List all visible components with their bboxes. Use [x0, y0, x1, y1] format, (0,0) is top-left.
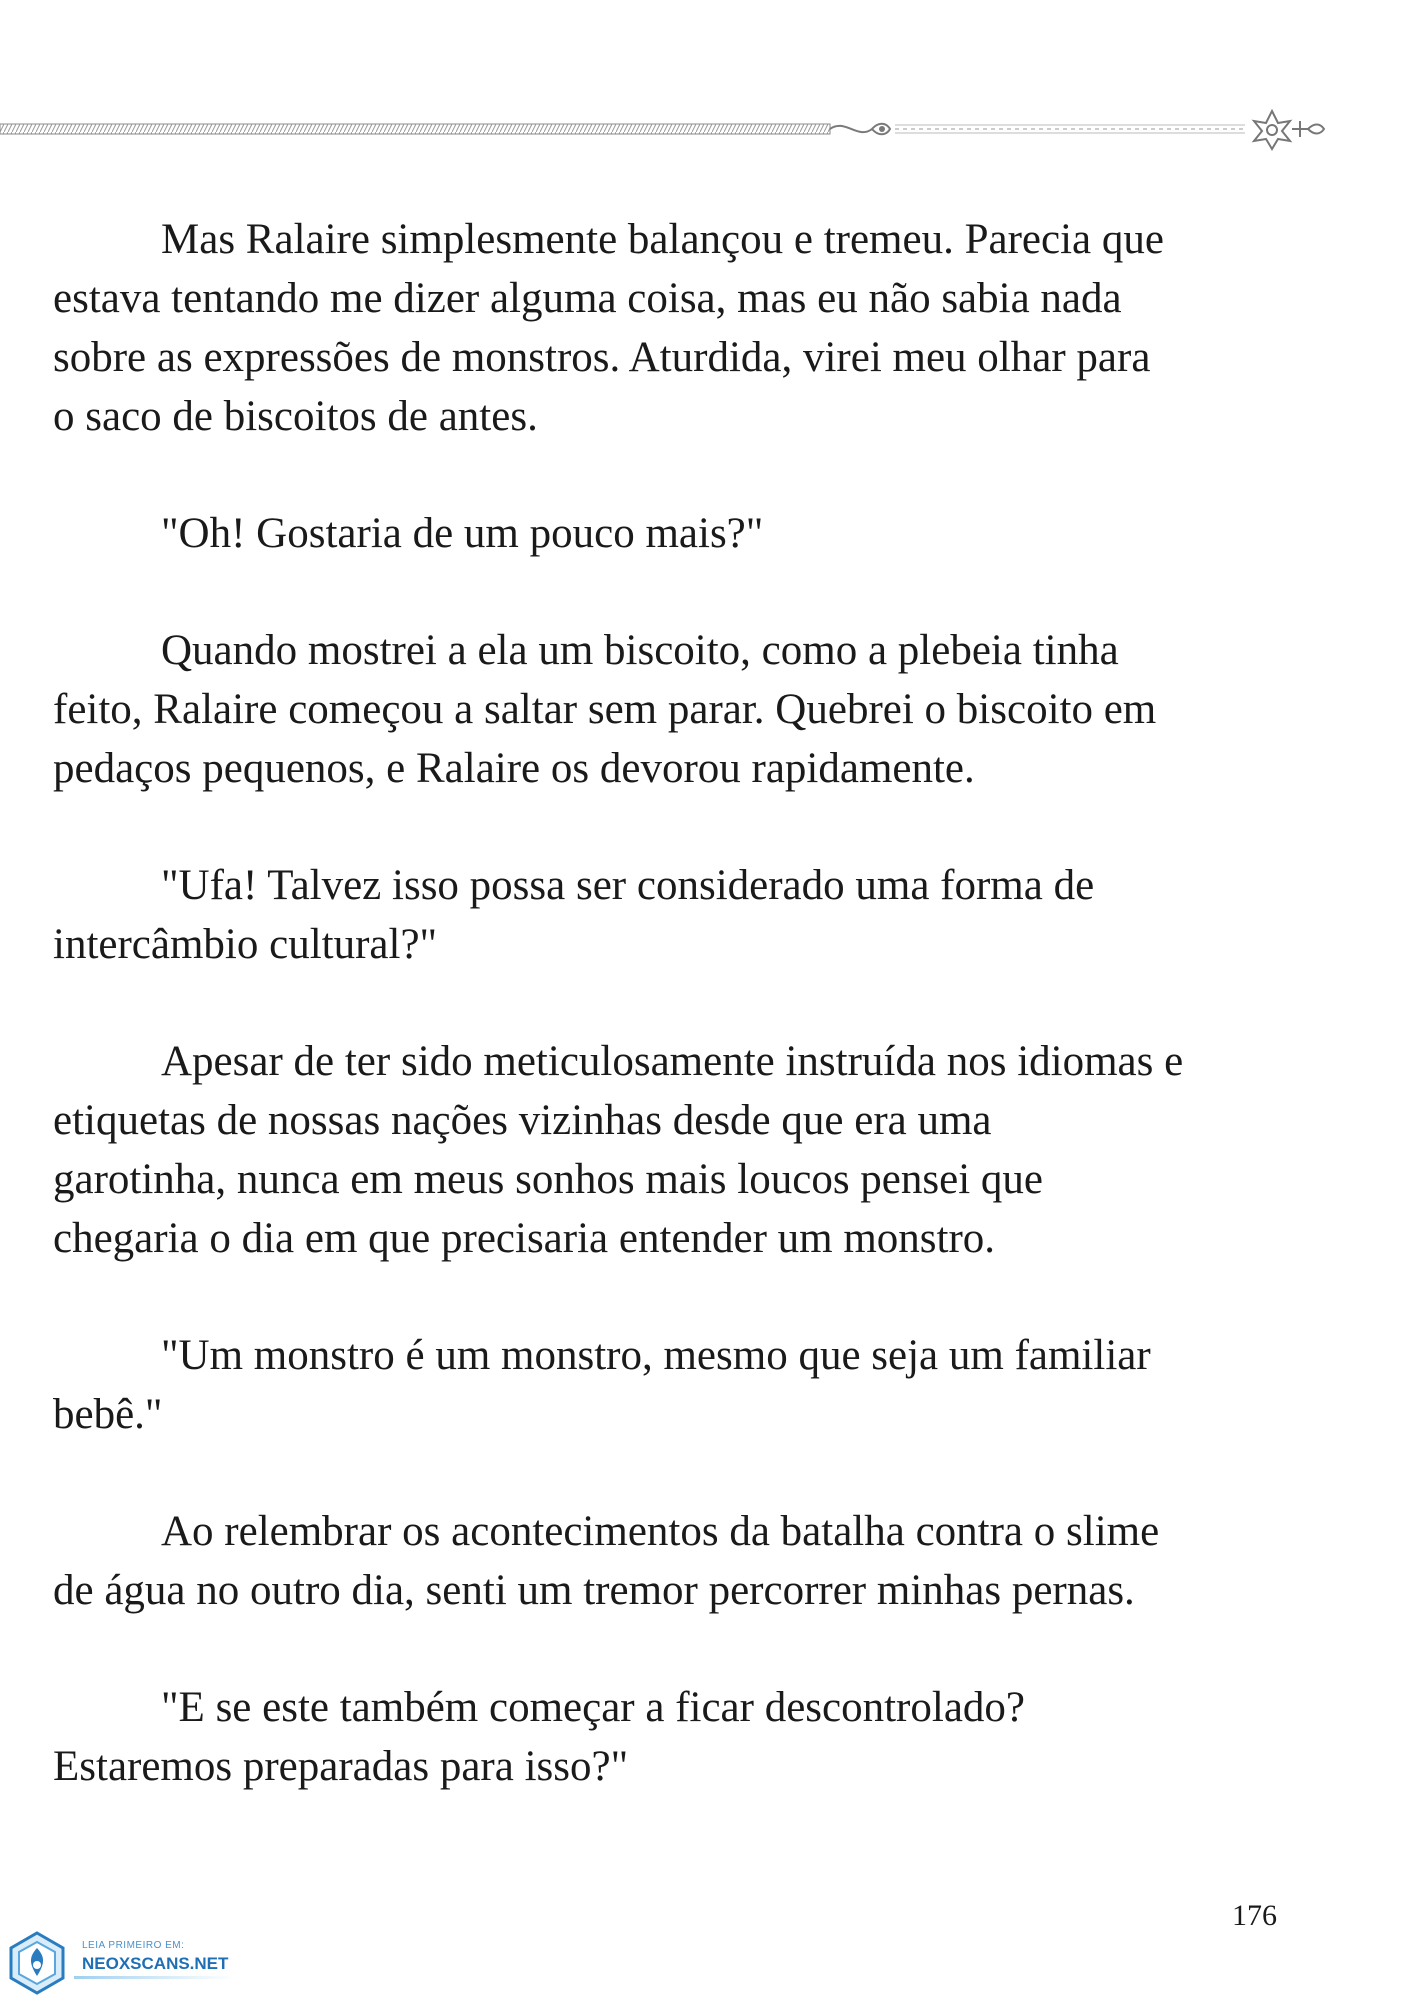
paragraph	[53, 210, 1353, 446]
watermark[interactable]	[4, 1930, 244, 1996]
paragraph	[53, 856, 1353, 974]
text-line: Mas Ralaire simplesmente balançou e tremeu. Parecia que	[161, 216, 1164, 263]
paragraph	[53, 1326, 1353, 1444]
text-line: intercâmbio cultural?"	[53, 921, 438, 968]
paragraph	[53, 504, 1353, 563]
page-number: 176	[1232, 1899, 1277, 1932]
text-line: bebê."	[53, 1391, 163, 1438]
text-line: garotinha, nunca em meus sonhos mais loucos pensei que	[53, 1156, 1043, 1203]
text-line: "Ufa! Talvez isso possa ser considerado uma forma de	[161, 862, 1095, 909]
text-line: "Oh! Gostaria de um pouco mais?"	[161, 510, 764, 557]
text-line: etiquetas de nossas nações vizinhas desde que era uma	[53, 1097, 992, 1144]
text-line: Quando mostrei a ela um biscoito, como a plebeia tinha	[161, 627, 1119, 674]
text-line: Ao relembrar os acontecimentos da batalha contra o slime	[161, 1508, 1160, 1555]
text-line: estava tentando me dizer alguma coisa, mas eu não sabia nada	[53, 275, 1122, 322]
paragraph	[53, 1032, 1353, 1268]
text-line: Estaremos preparadas para isso?"	[53, 1743, 629, 1790]
text-line: chegaria o dia em que precisaria entender um monstro.	[53, 1215, 996, 1262]
watermark-site-link[interactable]: NEOXSCANS.NET	[82, 1954, 229, 1973]
text-line: Apesar de ter sido meticulosamente instruída nos idiomas e	[161, 1038, 1184, 1085]
floral-divider-icon	[0, 108, 1330, 152]
text-line: "Um monstro é um monstro, mesmo que seja um familiar	[161, 1332, 1151, 1379]
paragraph	[53, 1502, 1353, 1620]
text-line: o saco de biscoitos de antes.	[53, 393, 538, 440]
text-line: pedaços pequenos, e Ralaire os devorou rapidamente.	[53, 745, 975, 792]
paragraph	[53, 621, 1353, 798]
text-line: sobre as expressões de monstros. Aturdida, virei meu olhar para	[53, 334, 1151, 381]
chapter-text	[53, 210, 1353, 1854]
paragraph	[53, 1678, 1353, 1796]
text-line: "E se este também começar a ficar descontrolado?	[161, 1684, 1025, 1731]
watermark-prefix: LEIA PRIMEIRO EM:	[82, 1940, 185, 1951]
watermark-underline	[74, 1976, 234, 1979]
text-line: de água no outro dia, senti um tremor percorrer minhas pernas.	[53, 1567, 1135, 1614]
neox-shield-icon	[4, 1930, 70, 1996]
text-line: feito, Ralaire começou a saltar sem parar. Quebrei o biscoito em	[53, 686, 1157, 733]
